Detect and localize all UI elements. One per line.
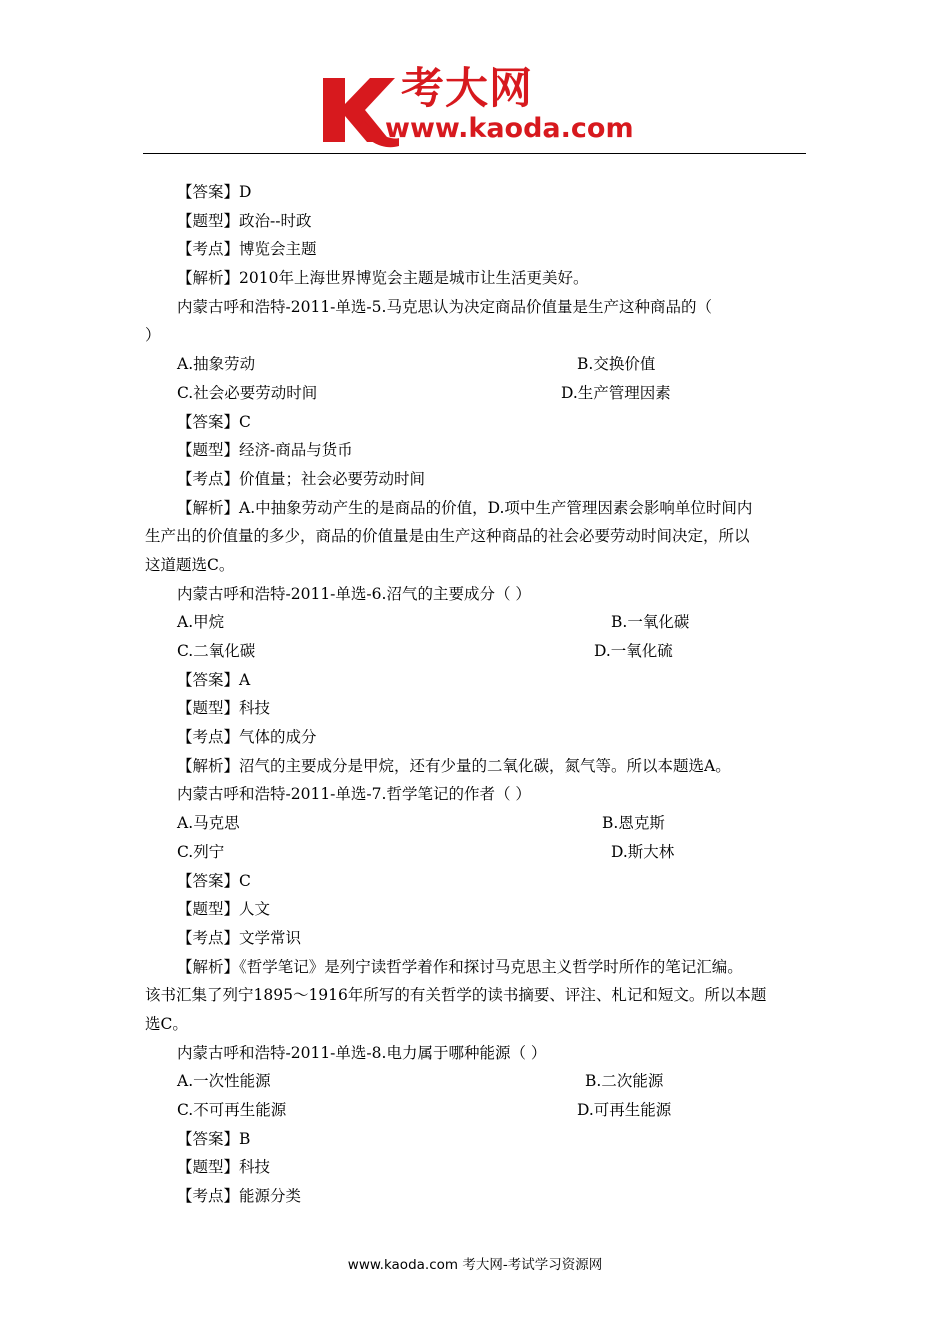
option-row (145, 637, 805, 666)
option-right: B.二次能源 (585, 1072, 664, 1091)
text-line: 【答案】A (177, 670, 251, 689)
option-row (145, 379, 805, 408)
option-row (145, 350, 805, 379)
text-line: 【考点】气体的成分 (177, 728, 317, 747)
question-stem: 内蒙古呼和浩特-2011-单选-6.沼气的主要成分（ ） (177, 584, 531, 603)
option-left: A.一次性能源 (177, 1072, 271, 1091)
text-line: 这道题选C。 (145, 555, 235, 574)
text-line: 【题型】人文 (177, 900, 271, 919)
text-line: 【考点】博览会主题 (177, 240, 317, 259)
option-left: A.马克思 (177, 814, 240, 833)
option-left: A.甲烷 (177, 613, 225, 632)
option-right: D.生产管理因素 (561, 383, 671, 402)
question-stem: 内蒙古呼和浩特-2011-单选-7.哲学笔记的作者（ ） (177, 785, 531, 804)
question-stem: 内蒙古呼和浩特-2011-单选-5.马克思认为决定商品价值量是生产这种商品的（ (177, 297, 712, 316)
option-right: D.可再生能源 (577, 1101, 672, 1119)
text-line: 【答案】B (177, 1129, 251, 1148)
text-line: 【考点】文学常识 (177, 928, 302, 947)
text-line: 【考点】能源分类 (177, 1187, 302, 1206)
text-line: 【答案】C (177, 412, 251, 431)
text-line: 【解析】《哲学笔记》是列宁读哲学着作和探讨马克思主义哲学时所作的笔记汇编。 (177, 957, 743, 976)
text-line: 【解析】2010年上海世界博览会主题是城市让生活更美好。 (177, 269, 589, 288)
text-line: 【题型】政治--时政 (177, 211, 312, 230)
text-line: 【题型】科技 (177, 1158, 271, 1177)
text-line: 【解析】沼气的主要成分是甲烷，还有少量的二氧化碳，氮气等。所以本题选A。 (177, 756, 731, 775)
text-line: 选C。 (145, 1014, 188, 1033)
header-divider (143, 153, 806, 154)
option-left: A.抽象劳动 (177, 355, 256, 374)
logo-url: www.kaoda.com (385, 113, 634, 144)
text-line: 【题型】科技 (177, 699, 271, 718)
option-left: C.社会必要劳动时间 (177, 383, 318, 402)
text-line: 该书汇集了列宁1895～1916年所写的有关哲学的读书摘要、评注、札记和短文。所以本题 (145, 986, 767, 1005)
option-right: B.恩克斯 (602, 814, 665, 833)
option-row (145, 809, 805, 838)
option-left: C.不可再生能源 (177, 1101, 287, 1119)
text-line: 生产出的价值量的多少，商品的价值量是由生产这种商品的社会必要劳动时间决定，所以 (145, 527, 750, 546)
site-logo[interactable] (315, 66, 645, 152)
option-row (145, 608, 805, 637)
option-right: D.一氧化硫 (594, 642, 673, 660)
option-left: C.列宁 (177, 842, 225, 861)
option-right: B.交换价值 (577, 355, 656, 374)
option-row (145, 1096, 805, 1125)
document-body (145, 178, 805, 1211)
text-line: 【解析】A.中抽象劳动产生的是商品的价值，D.项中生产管理因素会影响单位时间内 (177, 498, 753, 517)
option-left: C.二氧化碳 (177, 642, 256, 660)
option-row (145, 838, 805, 867)
option-row (145, 1067, 805, 1096)
option-right: B.一氧化碳 (611, 613, 690, 632)
logo-name: 考大网 (401, 64, 533, 114)
text-line: 【考点】价值量；社会必要劳动时间 (177, 469, 426, 488)
text-line: 【题型】经济-商品与货币 (177, 441, 353, 460)
text-line: 【答案】C (177, 871, 251, 890)
text-line: 【答案】D (177, 183, 252, 201)
option-right: D.斯大林 (611, 842, 675, 861)
page-footer: www.kaoda.com 考大网-考试学习资源网 (347, 1257, 603, 1273)
question-stem: 内蒙古呼和浩特-2011-单选-8.电力属于哪种能源（ ） (177, 1043, 547, 1062)
text-line: ） (145, 326, 161, 345)
